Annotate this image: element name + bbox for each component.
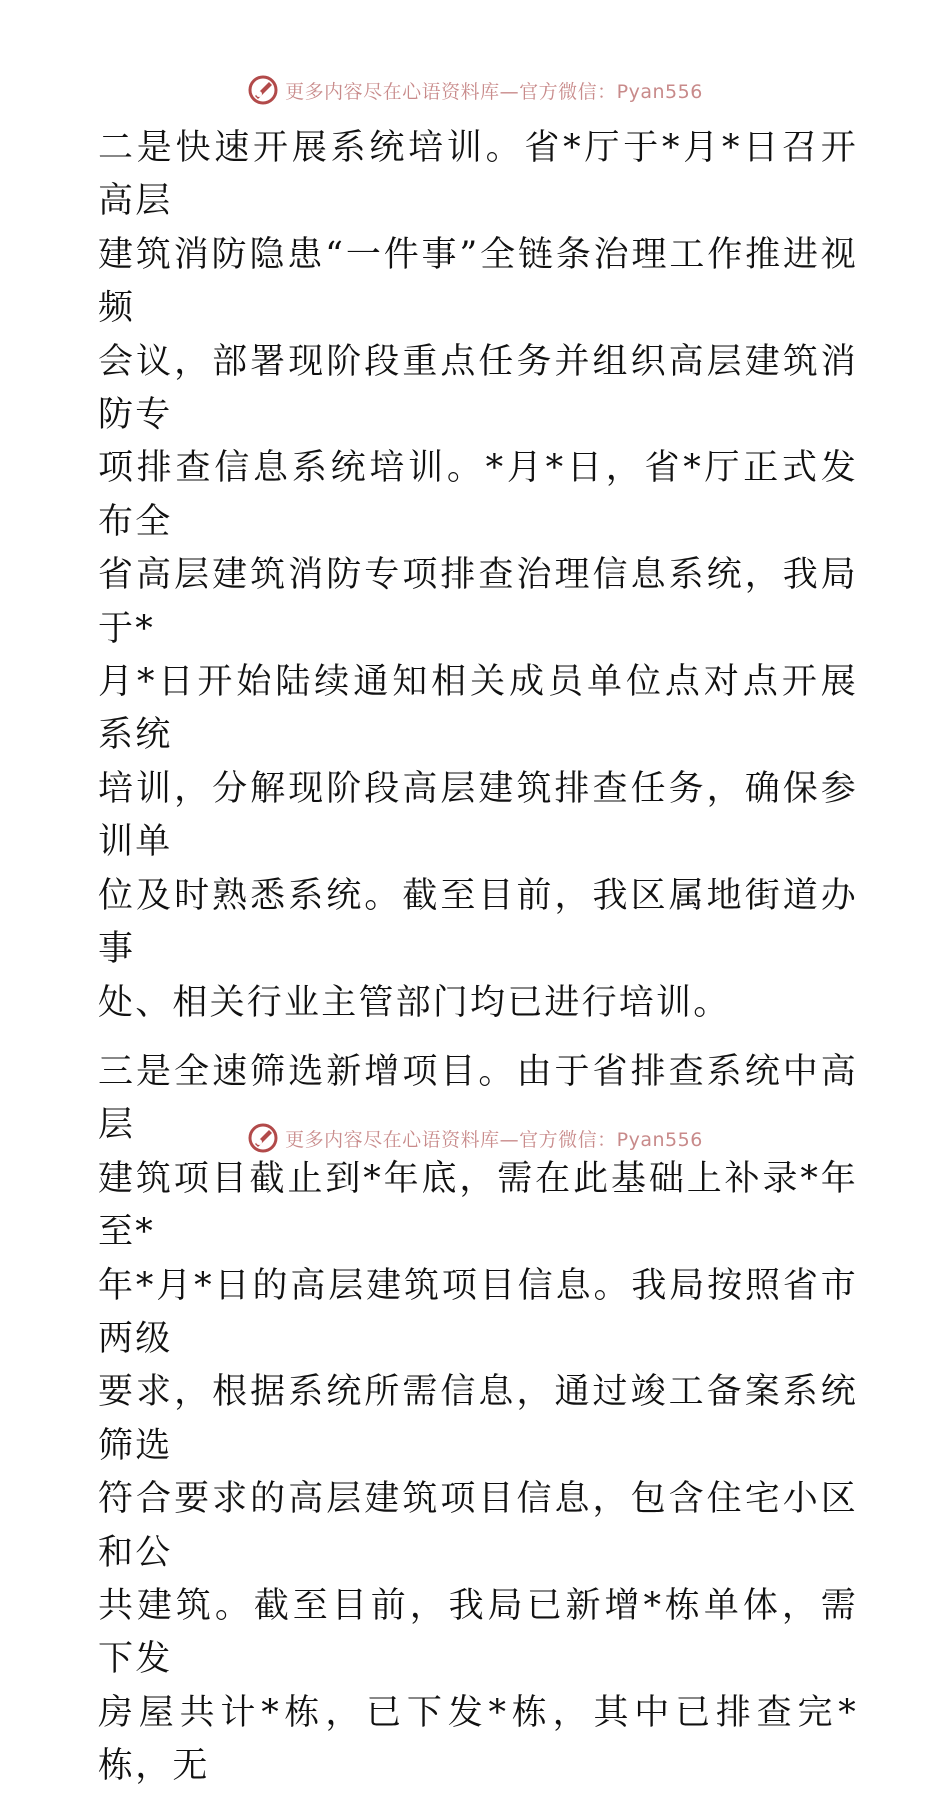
text-line: 要求，根据系统所需信息，通过竣工备案系统筛选 [98, 1372, 858, 1466]
text-line: 建筑消防隐患“一件事”全链条治理工作推进视频 [98, 234, 858, 329]
paragraph-new-projects [98, 1046, 858, 1794]
text-line: 房屋共计*栋，已下发*栋，其中已排查完*栋，无 [98, 1692, 858, 1787]
text-line: 建筑项目截止到*年底，需在此基础上补录*年至* [98, 1158, 858, 1253]
paragraph-training [98, 122, 858, 1030]
text-line: 年*月*日的高层建筑项目信息。我局按照省市两级 [98, 1265, 858, 1359]
text-line: 项排查信息系统培训。*月*日，省*厅正式发布全 [98, 448, 858, 542]
header-watermark [0, 70, 950, 110]
brand-logo-icon [247, 74, 279, 106]
watermark-text: 更多内容尽在心语资料库—官方微信：Pyan556 [285, 1128, 703, 1151]
text-line: 月*日开始陆续通知相关成员单位点对点开展系统 [98, 662, 858, 756]
text-line: 二是快速开展系统培训。省*厅于*月*日召开高层 [98, 128, 858, 222]
text-line: 共建筑。截至目前，我局已新增*栋单体，需下发 [98, 1585, 858, 1680]
text-line: 培训，分解现阶段高层建筑排查任务，确保参训单 [98, 768, 858, 863]
brand-logo-icon [247, 1122, 279, 1154]
footer-watermark [0, 1118, 950, 1158]
text-line: 处、相关行业主管部门均已进行培训。 [98, 982, 731, 1023]
text-line: 位及时熟悉系统。截至目前，我区属地街道办事 [98, 875, 858, 970]
text-line: 符合要求的高层建筑项目信息，包含住宅小区和公 [98, 1479, 858, 1573]
text-line: 三是全速筛选新增项目。由于省排查系统中高层 [98, 1051, 858, 1146]
watermark-text: 更多内容尽在心语资料库—官方微信：Pyan556 [285, 80, 703, 103]
document-body [98, 122, 858, 1794]
text-line: 会议，部署现阶段重点任务并组织高层建筑消防专 [98, 341, 858, 436]
text-line: 省高层建筑消防专项排查治理信息系统，我局于* [98, 555, 858, 649]
